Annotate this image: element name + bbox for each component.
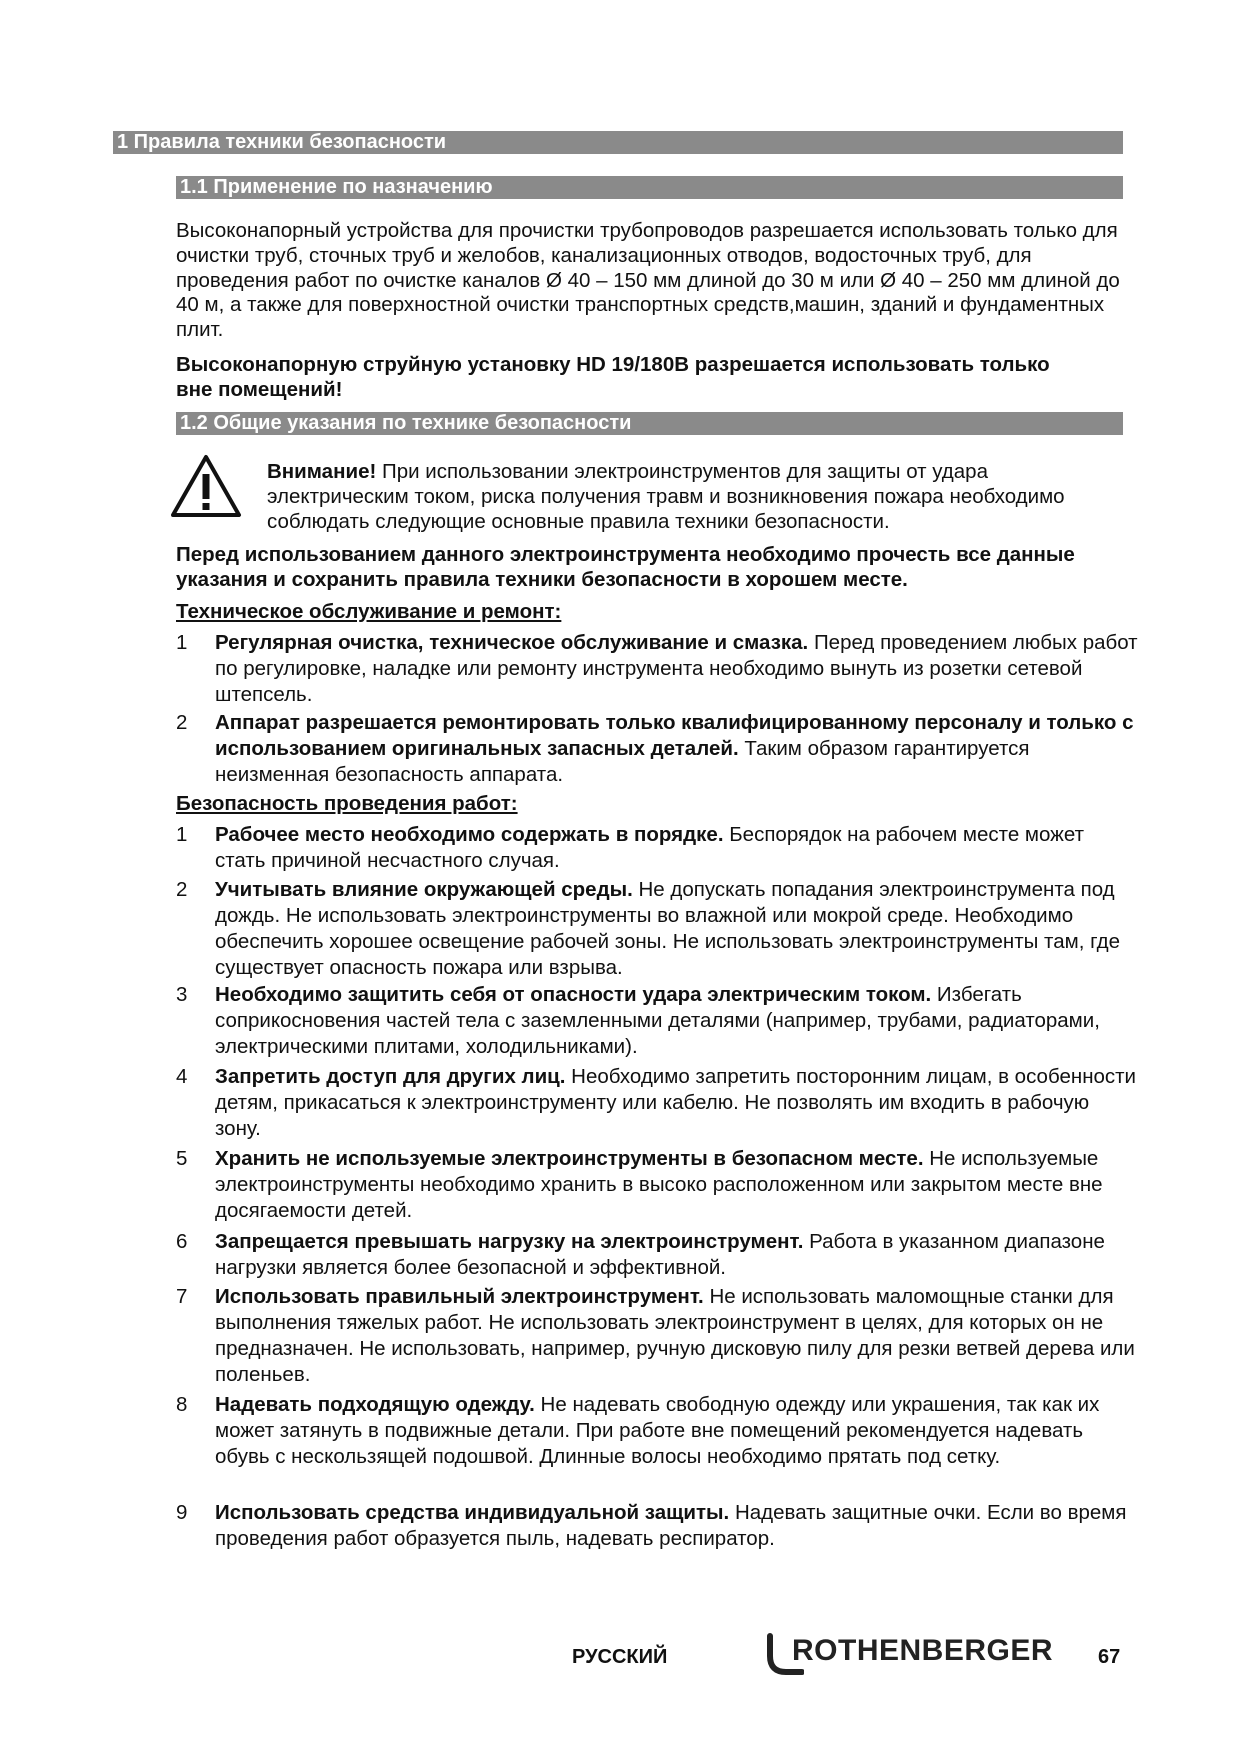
section-title: 1 Правила техники безопасности bbox=[117, 131, 447, 153]
list-item-body: Надевать защитные очки. Если во время проведения работ образуется пыль, надевать респиратор. bbox=[215, 1501, 1127, 1550]
subsection-2-title: 1.2 Общие указания по технике безопасности bbox=[180, 412, 632, 434]
list-item-text bbox=[215, 877, 1140, 981]
list-item-text bbox=[215, 1392, 1140, 1470]
list-item-text bbox=[215, 630, 1140, 708]
brand-name: ROTHENBERGER bbox=[792, 1634, 1054, 1667]
list-item-number: 6 bbox=[176, 1230, 188, 1253]
work-safety-heading: Безопасность проведения работ: bbox=[176, 792, 518, 815]
brand-logo bbox=[764, 1630, 1064, 1680]
page-number: 67 bbox=[1098, 1646, 1121, 1668]
list-item-bold: Надевать подходящую одежду. bbox=[215, 1393, 535, 1416]
list-item-text bbox=[215, 822, 1140, 874]
list-item-text bbox=[215, 1500, 1140, 1552]
list-item-number: 2 bbox=[176, 711, 188, 734]
outdoor-use-note: Высоконапорную струйную установку HD 19/180B разрешается использовать только вне помещений! bbox=[176, 353, 1050, 401]
list-item-body: Необходимо запретить посторонним лицам, в особенности детям, прикасаться к электроинструменту или кабелю. Не позволять им входить в рабочую зону. bbox=[215, 1065, 1137, 1140]
list-item-body: Работа в указанном диапазоне нагрузки является более безопасной и эффективной. bbox=[215, 1230, 1105, 1279]
list-item-bold: Хранить не используемые электроинструменты в безопасном месте. bbox=[215, 1147, 924, 1170]
list-item-number: 7 bbox=[176, 1285, 188, 1308]
subsection-1-bar bbox=[176, 176, 1123, 199]
list-item-number: 2 bbox=[176, 878, 188, 901]
list-item-body: Не надевать свободную одежду или украшения, так как их может затянуть в подвижные детали. При работе вне помещений рекомендуется надевать обувь с нескользящей подошвой. Длинные волосы необходимо прятать под сетку. bbox=[215, 1393, 1100, 1468]
list-item-number: 5 bbox=[176, 1147, 188, 1170]
list-item-number: 1 bbox=[176, 823, 188, 846]
list-item-bold: Использовать средства индивидуальной защиты. bbox=[215, 1501, 730, 1524]
maintenance-heading: Техническое обслуживание и ремонт: bbox=[176, 600, 562, 623]
section-title-bar bbox=[113, 131, 1123, 154]
list-item-body: Избегать соприкосновения частей тела с заземленными деталями (например, трубами, радиаторами, электрическими плитами, холодильниками). bbox=[215, 983, 1100, 1058]
warning-label: Внимание! bbox=[267, 460, 377, 483]
list-item-body: Не допускать попадания электроинструмента под дождь. Не использовать электроинструменты во влажной или мокрой среде. Необходимо обеспечить хорошее освещение рабочей зоны. Не использовать электроинструменты там, где существует опасность пожара или взрыва. bbox=[215, 878, 1121, 979]
list-item-text bbox=[215, 710, 1140, 788]
list-item-bold: Запретить доступ для других лиц. bbox=[215, 1065, 566, 1088]
list-item-body: Беспорядок на рабочем месте может стать причиной несчастного случая. bbox=[215, 823, 1085, 872]
warning-triangle-icon bbox=[170, 454, 242, 518]
list-item-text bbox=[215, 982, 1140, 1060]
list-item-body: Не использовать маломощные станки для выполнения тяжелых работ. Не использовать электроинструмент в целях, для которых он не предназначен. Не использовать, например, ручную дисковую пилу для резки ветвей дерева или поленьев. bbox=[215, 1285, 1135, 1386]
list-item-number: 3 bbox=[176, 983, 188, 1006]
list-item-text bbox=[215, 1146, 1140, 1224]
list-item-bold: Регулярная очистка, техническое обслуживание и смазка. bbox=[215, 631, 809, 654]
list-item-body: Перед проведением любых работ по регулировке, наладке или ремонту инструмента необходимо вынуть из розетки сетевой штепсель. bbox=[215, 631, 1138, 706]
intro-paragraph: Высоконапорный устройства для прочистки трубопроводов разрешается использовать только для очистки труб, сточных труб и желобов, канализационных отводов, водосточных труб, для проведения работ по очистке каналов Ø 40 – 150 мм длиной до 30 м или Ø 40 – 250 мм длиной до 40 м, а также для поверхностной очистки транспортных средств,машин, зданий и фундаментных плит. bbox=[176, 219, 1120, 342]
list-item-body: Таким образом гарантируется неизменная безопасность аппарата. bbox=[215, 737, 1030, 786]
list-item-bold: Учитывать влияние окружающей среды. bbox=[215, 878, 633, 901]
list-item-number: 1 bbox=[176, 631, 188, 654]
footer-language: РУССКИЙ bbox=[572, 1646, 668, 1668]
list-item-number: 9 bbox=[176, 1501, 188, 1524]
list-item-text bbox=[215, 1229, 1140, 1281]
warning-text: При использовании электроинструментов для защиты от удара электрическим током, риска получения травм и возникновения пожара необходимо соблюдать следующие основные правила техники безопасности. bbox=[267, 460, 1065, 533]
subsection-1-title: 1.1 Применение по назначению bbox=[180, 176, 493, 198]
list-item-bold: Рабочее место необходимо содержать в порядке. bbox=[215, 823, 724, 846]
list-item-bold: Аппарат разрешается ремонтировать только квалифицированному персоналу и только с использованием оригинальных запасных деталей. bbox=[215, 711, 1134, 760]
list-item-text bbox=[215, 1284, 1140, 1388]
list-item-bold: Необходимо защитить себя от опасности удара электрическим током. bbox=[215, 983, 932, 1006]
list-item-bold: Использовать правильный электроинструмент. bbox=[215, 1285, 704, 1308]
list-item-bold: Запрещается превышать нагрузку на электроинструмент. bbox=[215, 1230, 804, 1253]
warning-paragraph bbox=[267, 460, 1127, 534]
list-item-number: 4 bbox=[176, 1065, 188, 1088]
read-instructions-note: Перед использованием данного электроинструмента необходимо прочесть все данные указания и сохранить правила техники безопасности в хорошем месте. bbox=[176, 543, 1075, 591]
list-item-body: Не используемые электроинструменты необходимо хранить в высоко расположенном или закрытом месте вне досягаемости детей. bbox=[215, 1147, 1103, 1222]
list-item-text bbox=[215, 1064, 1140, 1142]
list-item-number: 8 bbox=[176, 1393, 188, 1416]
subsection-2-bar bbox=[176, 412, 1123, 435]
